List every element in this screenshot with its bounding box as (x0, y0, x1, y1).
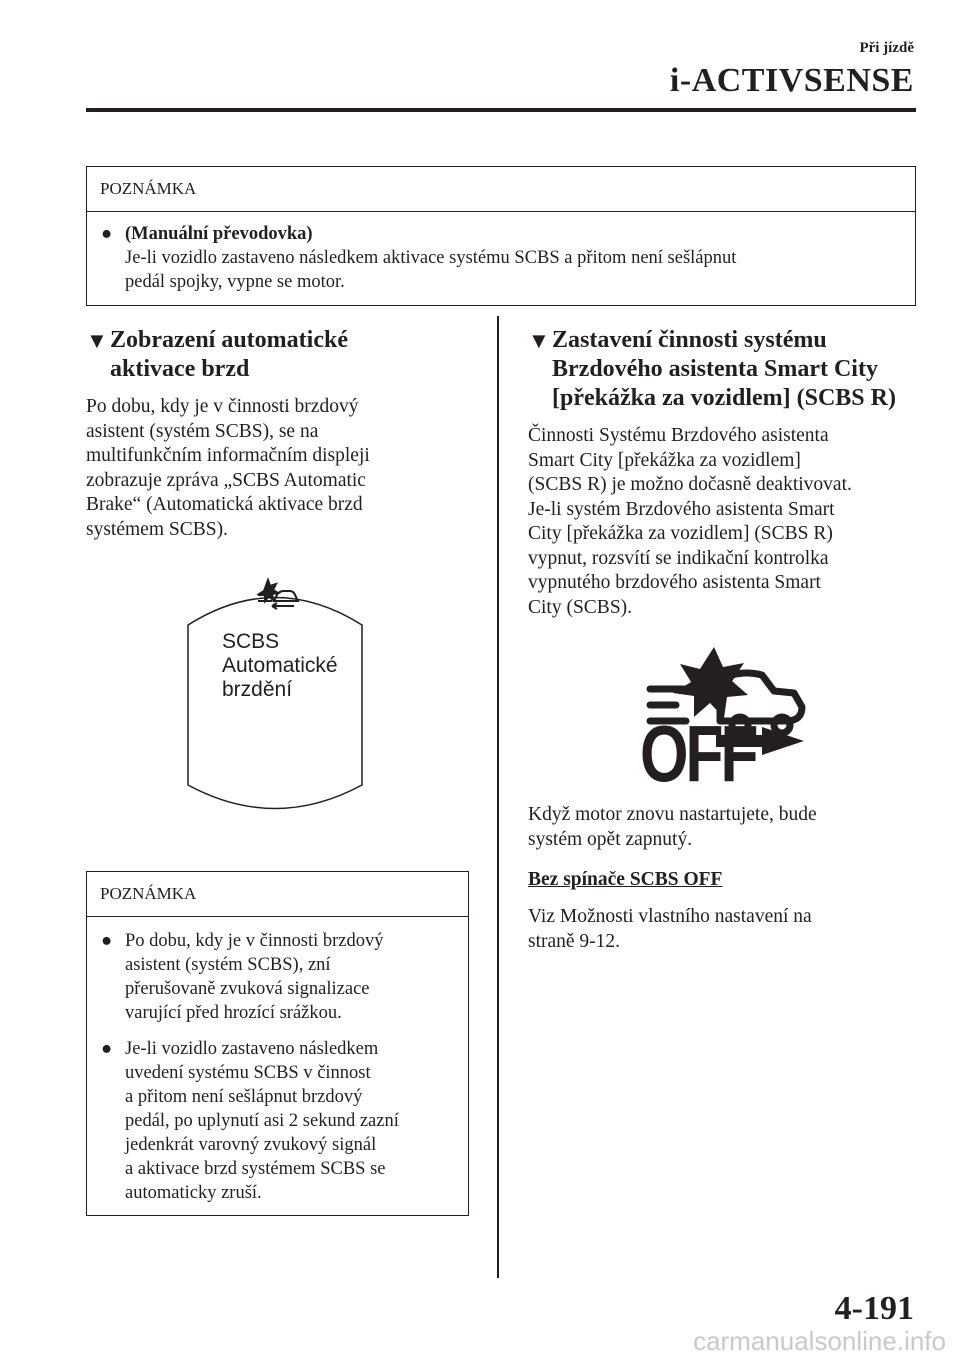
bullet-title: (Manuální převodovka) (125, 224, 313, 244)
heading-line: Zastavení činnosti systému (552, 327, 827, 353)
text-line: Když motor znovu nastartujete, bude (528, 804, 817, 825)
page-title: i-ACTIVSENSE (669, 62, 914, 99)
bullet-line: asistent (systém SCBS), zní (125, 955, 331, 975)
note-body (87, 212, 915, 294)
heading-line: Zobrazení automatické (110, 327, 348, 353)
note-box-left (86, 871, 469, 1216)
section-heading-left (86, 326, 486, 384)
display-line: Automatické (222, 654, 338, 677)
bullet-dot-icon: ● (101, 931, 113, 951)
note-bullet (87, 929, 468, 1025)
page-number: 4-191 (834, 1290, 914, 1327)
text-line: Je-li systém Brzdového asistenta Smart (528, 498, 835, 520)
text-line: City [překážka za vozidlem] (SCBS R) (528, 523, 833, 544)
bullet-line: Je-li vozidlo zastaveno následkem aktivace systému SCBS a přitom není sešlápnut (125, 248, 737, 268)
text-line: Viz Možnosti vlastního nastavení na (528, 906, 812, 927)
right-paragraph-3 (528, 905, 928, 954)
text-line: City (SCBS). (528, 596, 633, 618)
note-heading: POZNÁMKA (87, 872, 468, 917)
header-divider (86, 108, 916, 112)
text-line: systém opět zapnutý. (528, 828, 693, 850)
triangle-icon: ▼ (86, 328, 108, 353)
scbs-warning-icon (258, 580, 298, 609)
section-link-scbs-off[interactable]: Bez spínače SCBS OFF (528, 869, 723, 890)
text-line: vypnutého brzdového asistenta Smart (528, 572, 821, 593)
text-line: Činnosti Systému Brzdového asistenta (528, 425, 829, 446)
text-line: Smart City [překážka za vozidlem] (528, 449, 801, 471)
note-bullet (87, 222, 915, 294)
heading-line: Brzdového asistenta Smart City (552, 356, 878, 382)
note-body (87, 917, 468, 1205)
section-label: Při jízdě (859, 40, 914, 56)
bullet-line: varující před hrozící srážkou. (125, 1003, 342, 1023)
bullet-dot-icon: ● (101, 1039, 113, 1059)
bullet-line: jedenkrát varovný zvukový signál (125, 1135, 377, 1155)
column-divider (497, 316, 499, 1278)
right-paragraph-2 (528, 803, 928, 852)
bullet-line: Je-li vozidlo zastaveno následkem (125, 1039, 379, 1059)
text-line: zobrazuje zpráva „SCBS Automatic (86, 469, 366, 491)
bullet-line: automaticky zruší. (125, 1183, 262, 1203)
watermark: carmanualsonline.info (693, 1326, 946, 1356)
section-heading-right (528, 326, 928, 413)
text-line: Brake“ (Automatická aktivace brzd (86, 494, 363, 515)
bullet-line: uvedení systému SCBS v činnost (125, 1063, 371, 1083)
note-box-top (86, 166, 916, 306)
left-paragraph (86, 395, 486, 542)
display-line: SCBS (222, 630, 280, 653)
right-paragraph (528, 424, 928, 620)
heading-line: [překážka za vozidlem] (SCBS R) (552, 385, 896, 411)
text-line: (SCBS R) je možno dočasně deaktivovat. (528, 474, 852, 495)
bullet-line: pedál spojky, vypne se motor. (125, 272, 345, 292)
bullet-line: pedál, po uplynutí asi 2 sekund zazní (125, 1111, 399, 1131)
text-line: straně 9-12. (528, 930, 621, 952)
text-line: asistent (systém SCBS), se na (86, 420, 319, 442)
note-bullet (87, 1037, 468, 1205)
text-line: vypnut, rozsvítí se indikační kontrolka (528, 547, 829, 569)
display-line: brzdění (222, 678, 293, 701)
heading-line: aktivace brzd (110, 356, 250, 382)
triangle-icon: ▼ (528, 328, 550, 353)
bullet-line: a aktivace brzd systémem SCBS se (125, 1159, 386, 1179)
note-heading: POZNÁMKA (87, 167, 915, 212)
text-line: multifunkčním informačním displeji (86, 445, 370, 466)
bullet-line: a přitom není sešlápnut brzdový (125, 1087, 363, 1107)
text-line: systémem SCBS). (86, 518, 228, 540)
bullet-line: Po dobu, kdy je v činnosti brzdový (125, 931, 384, 951)
bullet-line: přerušovaně zvuková signalizace (125, 979, 370, 999)
display-message (222, 630, 338, 702)
off-label: OFF (640, 709, 756, 798)
bullet-dot-icon: ● (101, 224, 113, 244)
text-line: Po dobu, kdy je v činnosti brzdový (86, 396, 359, 417)
